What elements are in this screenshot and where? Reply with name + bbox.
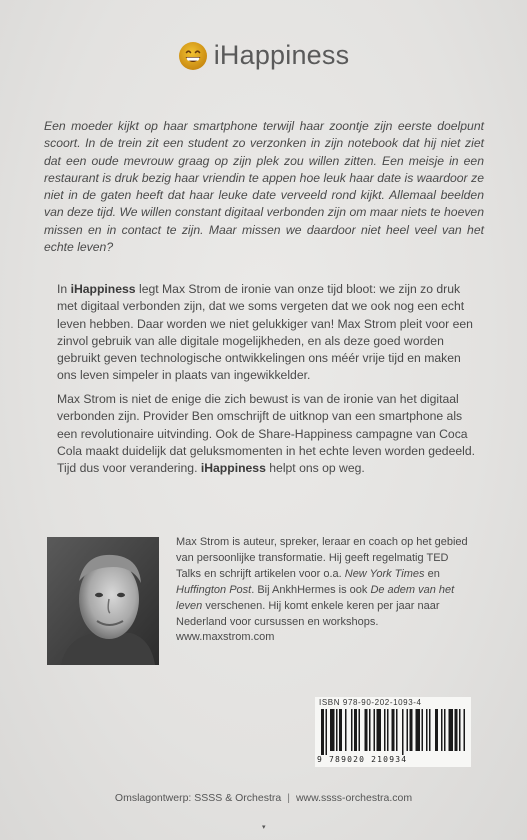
barcode-bar xyxy=(429,709,431,751)
barcode-bar xyxy=(336,709,338,751)
barcode-bar xyxy=(464,709,466,751)
barcode-bar xyxy=(416,709,421,751)
barcode-bar xyxy=(326,709,328,755)
bio-publication-2: Huffington Post xyxy=(176,583,252,596)
title-block xyxy=(0,40,527,71)
barcode-bar xyxy=(455,709,458,751)
barcode-bar xyxy=(449,709,454,751)
barcode-bar xyxy=(396,709,398,751)
author-photo xyxy=(47,537,159,665)
barcode-bars xyxy=(319,709,467,755)
bottom-mark: ▾ xyxy=(262,824,266,831)
p1-pre: In xyxy=(57,282,71,296)
smiling-face-emoji-icon xyxy=(178,41,208,71)
barcode-bar xyxy=(359,709,361,751)
bio-part-1: Max Strom is auteur, spreker, leraar en coach op het gebied van persoonlijke transformatie. Hij geeft regelmatig TED Talks en schrijft artikelen voor o.a. xyxy=(176,536,468,580)
barcode-bar xyxy=(351,709,353,751)
description-paragraph-2 xyxy=(57,391,482,477)
bio-publication-1: New York Times xyxy=(344,567,425,580)
barcode-bar xyxy=(402,709,404,755)
barcode-bar xyxy=(410,709,413,751)
barcode-bar xyxy=(365,709,368,751)
barcode-digits: 9 789020 210934 xyxy=(317,755,408,764)
barcode-bar xyxy=(441,709,443,751)
barcode-bar xyxy=(384,709,386,751)
cover-design-credit: Omslagontwerp: SSSS & Orchestra xyxy=(114,792,282,804)
barcode-bar xyxy=(392,709,395,751)
intro-text: Een moeder kijkt op haar smartphone terwijl haar zoontje zijn eerste doelpunt scoort. In de trein zit een student zo verzonken in zijn notebook dat hij niet ziet dat een oude mevrouw graag op zijn plek zou willen zitten. Een meisje in een restaurant is druk bezig haar vriendin te appen hoe leuk haar date is waardoor ze niet in de gaten heeft dat haar leuke date verveeld rond kijkt. Allemaal beelden van deze tijd. We willen constant digitaal verbonden zijn om maar niets te hoeven missen en in contact te zijn. Maar missen we daardoor niet heel veel van het echte leven? xyxy=(44,119,484,255)
barcode-bar xyxy=(377,709,382,751)
footer-separator: | xyxy=(287,792,290,804)
barcode-bar xyxy=(387,709,389,751)
p2-post: helpt ons op weg. xyxy=(265,461,365,476)
designer-url: www.ssss-orchestra.com xyxy=(295,792,413,804)
p2-pre: Max Strom is niet de enige die zich bewust is van de ironie van het digitaal verbonden zijn. Provider Ben omschrijft de uitknop van een smartphone als een revolutionaire uitvinding. Ook de Share-Happiness campagne van Coca Cola maakt duidelijk dat geluksmomenten in het echte leven worden gedeeld. Tijd dus voor verandering. xyxy=(57,392,476,476)
footer-credit xyxy=(0,792,527,804)
barcode-bar xyxy=(374,709,376,751)
barcode-bar xyxy=(444,709,446,751)
barcode-bar xyxy=(354,709,357,751)
barcode-bar xyxy=(369,709,371,751)
bio-book-title: De adem van het leven xyxy=(176,583,455,612)
barcode-bar xyxy=(426,709,428,751)
barcode-bar xyxy=(330,709,335,751)
barcode-bar xyxy=(435,709,438,751)
barcode-bar xyxy=(345,709,347,751)
barcode-bar xyxy=(407,709,409,751)
book-title: iHappiness xyxy=(213,40,350,70)
p1-post: legt Max Strom de ironie van onze tijd bloot: we zijn zo druk met digitaal verbonden zijn, dat we soms vergeten dat we ook nog een echt leven hebben. Daar worden we niet gelukkiger van! Max Strom pleit voor een zinvol gebruik van alle digitale mogelijkheden, en als deze goed worden gebruikt geven technologische ontwikkelingen ons méér vrije tijd en maken ons leven simpeler in plaats van ingewikkelder. xyxy=(57,282,473,383)
isbn-label: ISBN 978-90-202-1093-4 xyxy=(319,698,422,707)
author-bio xyxy=(176,535,476,646)
barcode-bar xyxy=(339,709,342,751)
barcode xyxy=(315,697,471,767)
barcode-bar xyxy=(459,709,461,751)
p1-title: iHappiness xyxy=(70,282,136,296)
barcode-bar xyxy=(321,709,324,755)
description-paragraph-1 xyxy=(57,281,482,385)
bio-part-3: . Bij AnkhHermes is ook xyxy=(251,583,371,596)
bio-part-2: en xyxy=(424,567,440,580)
bio-part-4: verschenen. Hij komt enkele keren per jaar naar Nederland voor cursussen en workshops. www.maxstrom.com xyxy=(176,599,440,644)
barcode-bar xyxy=(422,709,424,751)
p2-title: iHappiness xyxy=(200,461,266,476)
